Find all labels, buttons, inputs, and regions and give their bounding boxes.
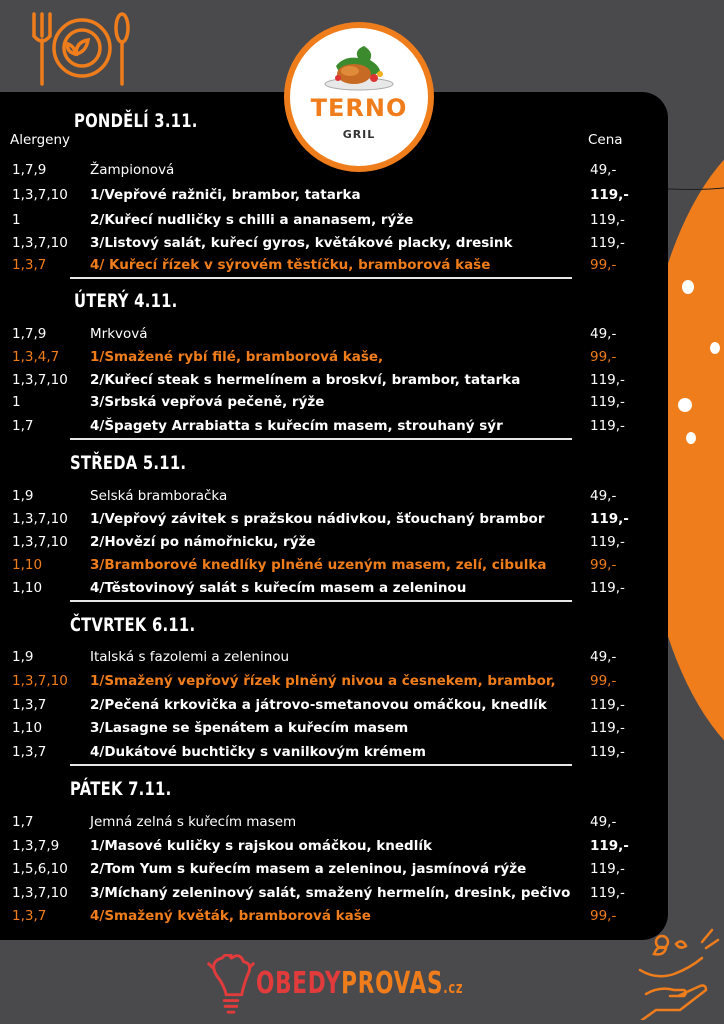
terno-gril-logo — [284, 22, 434, 172]
menu-item-row — [0, 349, 668, 371]
dish-price: 119,- — [590, 372, 625, 388]
menu-item-row — [0, 580, 668, 602]
allergens: 1,3,7,10 — [12, 511, 68, 527]
dish-price: 119,- — [590, 534, 625, 550]
menu-item-row — [0, 861, 668, 883]
dish-name: 1/Smažené rybí filé, bramborová kaše, — [90, 349, 384, 365]
day-title: ČTVRTEK 6.11. — [70, 614, 196, 636]
allergens: 1,3,7 — [12, 257, 47, 273]
dish-name: 1/Vepřové ražniči, brambor, tatarka — [90, 187, 361, 203]
allergens: 1,9 — [12, 488, 34, 504]
allergens: 1 — [12, 212, 21, 228]
dish-price: 119,- — [590, 861, 625, 877]
menu-item-row — [0, 326, 668, 348]
day-title: STŘEDA 5.11. — [70, 452, 187, 474]
dish-name: 2/Pečená krkovička a játrovo-smetanovou omáčkou, knedlík — [90, 697, 547, 713]
dish-name: Mrkvová — [90, 326, 148, 342]
allergens: 1,7,9 — [12, 162, 47, 178]
plate-cutlery-icon — [26, 8, 136, 88]
dish-price: 119,- — [590, 720, 625, 736]
allergens: 1,3,7 — [12, 908, 47, 924]
allergens: 1,5,6,10 — [12, 861, 68, 877]
dish-price: 119,- — [590, 885, 625, 901]
dish-name: 3/Lasagne se špenátem a kuřecím masem — [90, 720, 409, 736]
dish-name: Selská bramboračka — [90, 488, 228, 504]
day-divider — [70, 600, 572, 602]
dish-name: 4/ Kuřecí řízek v sýrovém těstíčku, bramborová kaše — [90, 257, 491, 273]
dish-name: Jemná zelná s kuřecím masem — [90, 814, 297, 830]
dish-price: 49,- — [590, 162, 617, 178]
hand-holding-food-icon — [626, 924, 722, 1020]
menu-item-row — [0, 838, 668, 860]
dish-price: 49,- — [590, 488, 617, 504]
day-title: PÁTEK 7.11. — [70, 778, 172, 800]
dish-name: 1/Vepřový závitek s pražskou nádivkou, šťouchaný brambor — [90, 511, 545, 527]
menu-item-row — [0, 511, 668, 533]
dish-price: 119,- — [590, 697, 625, 713]
dish-price: 119,- — [590, 418, 625, 434]
allergens: 1 — [12, 394, 21, 410]
dish-name: 4/Smažený květák, bramborová kaše — [90, 908, 371, 924]
allergens: 1,3,7,10 — [12, 235, 68, 251]
price-column-header: Cena — [588, 132, 623, 148]
chef-bulb-icon — [206, 954, 256, 1018]
menu-item-row — [0, 673, 668, 695]
allergens: 1,10 — [12, 720, 43, 736]
allergens-column-header: Alergeny — [10, 132, 71, 148]
dish-price: 99,- — [590, 257, 617, 273]
menu-item-row — [0, 534, 668, 556]
menu-item-row — [0, 257, 668, 279]
day-divider — [70, 277, 572, 279]
dish-name: 4/Těstovinový salát s kuřecím masem a zeleninou — [90, 580, 467, 596]
menu-item-row — [0, 744, 668, 766]
dish-name: Žampionová — [90, 162, 175, 178]
dish-name: 3/Listový salát, kuřecí gyros, květákové placky, dresink — [90, 235, 513, 251]
dish-price: 99,- — [590, 557, 617, 573]
allergens: 1,3,7,10 — [12, 885, 68, 901]
menu-item-row — [0, 235, 668, 257]
logo-subtitle: GRIL — [342, 128, 376, 141]
dish-price: 49,- — [590, 649, 617, 665]
menu-item-row — [0, 488, 668, 510]
menu-item-row — [0, 187, 668, 209]
dish-name: 2/Kuřecí nudličky s chilli a ananasem, rýže — [90, 212, 414, 228]
dish-name: 2/Tom Yum s kuřecím masem a zeleninou, jasmínová rýže — [90, 861, 527, 877]
dish-name: 2/Kuřecí steak s hermelínem a broskví, brambor, tatarka — [90, 372, 521, 388]
dish-price: 49,- — [590, 326, 617, 342]
day-divider — [70, 764, 572, 766]
dish-name: 2/Hovězí po námořnicku, rýže — [90, 534, 316, 550]
menu-item-row — [0, 697, 668, 719]
allergens: 1,3,7,10 — [12, 673, 68, 689]
dish-name: 3/Bramborové knedlíky plněné uzeným masem, zelí, cibulka — [90, 557, 547, 573]
dish-name: 3/Míchaný zeleninový salát, smažený hermelín, dresink, pečivo — [90, 885, 571, 901]
menu-item-row — [0, 372, 668, 394]
dish-price: 119,- — [590, 580, 625, 596]
day-divider — [70, 438, 572, 440]
dish-price: 99,- — [590, 673, 617, 689]
dish-name: 4/Dukátové buchtičky s vanilkovým krémem — [90, 744, 426, 760]
allergens: 1,3,7 — [12, 744, 47, 760]
dish-price: 119,- — [590, 212, 625, 228]
dish-name: 1/Smažený vepřový řízek plněný nivou a česnekem, brambor, — [90, 673, 556, 689]
menu-item-row — [0, 885, 668, 907]
allergens: 1,3,7,9 — [12, 838, 60, 854]
menu-item-row — [0, 557, 668, 579]
allergens: 1,3,7 — [12, 697, 47, 713]
dish-name: Italská s fazolemi a zeleninou — [90, 649, 290, 665]
roast-chicken-icon — [322, 44, 396, 94]
dish-price: 119,- — [590, 744, 625, 760]
dish-price: 119,- — [590, 394, 625, 410]
dish-price: 119,- — [590, 838, 629, 854]
logo-title: TERNO — [310, 94, 408, 122]
allergens: 1,3,7,10 — [12, 187, 68, 203]
dish-name: 3/Srbská vepřová pečeně, rýže — [90, 394, 325, 410]
dish-price: 119,- — [590, 187, 629, 203]
dish-price: 119,- — [590, 511, 629, 527]
obedyprovas-brand — [256, 966, 463, 1001]
allergens: 1,10 — [12, 580, 43, 596]
brand-part-2: PROVAS — [341, 966, 444, 1001]
allergens: 1,3,7,10 — [12, 372, 68, 388]
dish-price: 99,- — [590, 349, 617, 365]
allergens: 1,9 — [12, 649, 34, 665]
menu-item-row — [0, 649, 668, 671]
dish-price: 119,- — [590, 235, 625, 251]
menu-item-row — [0, 908, 668, 930]
allergens: 1,7,9 — [12, 326, 47, 342]
allergens: 1,3,7,10 — [12, 534, 68, 550]
dish-name: 1/Masové kuličky s rajskou omáčkou, knedlík — [90, 838, 432, 854]
menu-item-row — [0, 814, 668, 836]
brand-part-1: OBEDY — [256, 966, 342, 1001]
day-title: PONDĚLÍ 3.11. — [74, 110, 198, 132]
allergens: 1,3,4,7 — [12, 349, 60, 365]
menu-item-row — [0, 394, 668, 416]
menu-item-row — [0, 418, 668, 440]
allergens: 1,10 — [12, 557, 43, 573]
dish-price: 99,- — [590, 908, 617, 924]
allergens: 1,7 — [12, 814, 34, 830]
menu-item-row — [0, 212, 668, 234]
brand-tld: .cz — [443, 978, 464, 997]
allergens: 1,7 — [12, 418, 34, 434]
dish-price: 49,- — [590, 814, 617, 830]
dish-name: 4/Špagety Arrabiatta s kuřecím masem, strouhaný sýr — [90, 418, 503, 434]
day-title: ÚTERÝ 4.11. — [74, 290, 178, 312]
menu-item-row — [0, 720, 668, 742]
